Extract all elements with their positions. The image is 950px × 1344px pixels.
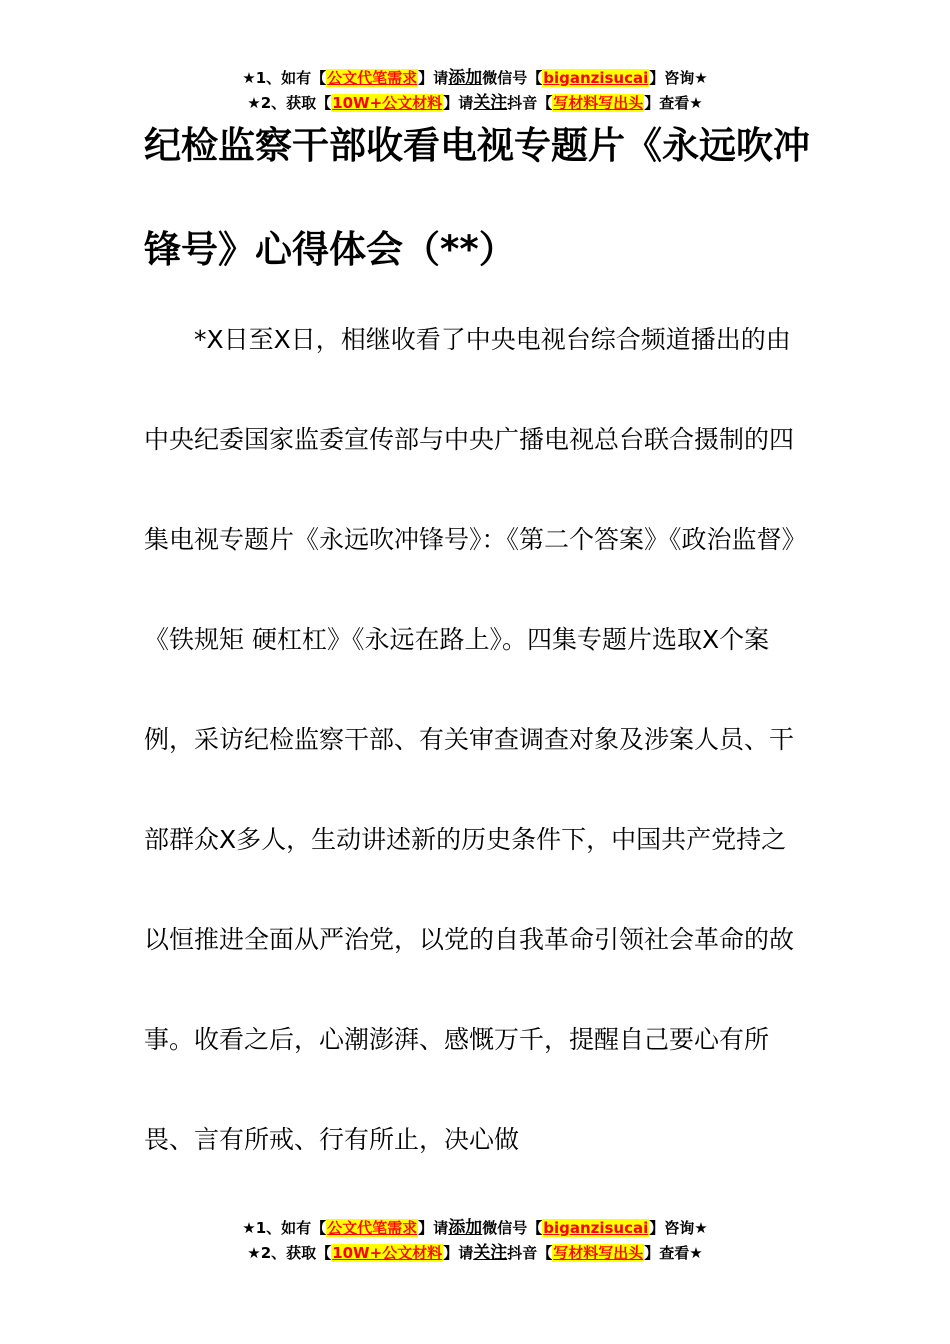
document-paragraph: *X日至X日，相继收看了中央电视台综合频道播出的由中央纪委国家监委宣传部与中央广播电视总台联合摄制的四集电视专题片《永远吹冲锋号》：《第二个答案》《政治监督》《铁规矩 硬杠杠》《永远在路上》。四集专题片选取X个案例，采访纪检监察干部、有关审查调查对象及涉案人员、干部群众X多人，生动讲述新的历史条件下，中国共产党持之以恒推进全面从严治党，以党的自我革命引领社会革命的故事。收看之后，心潮澎湃、感慨万千，提醒自己要心有所畏、言有所戒、行有所止，决心做 xyxy=(144,325,795,1154)
ad-line-2: ★2、获取【10W+公文材料】请关注抖音【写材料写出头】查看★ xyxy=(247,93,703,113)
ad-highlight-service: 公文代笔需求 xyxy=(327,69,418,87)
ad-highlight-materials: 10W+公文材料 xyxy=(332,94,443,112)
document-title: 纪检监察干部收看电视专题片《永远吹冲锋号》心得体会（**） xyxy=(144,124,810,271)
ad-highlight-douyin: 写材料写出头 xyxy=(553,1244,644,1262)
ad-line-1: ★1、如有【公文代笔需求】请添加微信号【biganzisucai】咨询★ xyxy=(242,1218,708,1238)
ad-highlight-douyin: 写材料写出头 xyxy=(553,94,644,112)
ad-highlight-wechat-id: biganzisucai xyxy=(543,69,649,87)
ad-line-2: ★2、获取【10W+公文材料】请关注抖音【写材料写出头】查看★ xyxy=(247,1243,703,1263)
ad-highlight-materials: 10W+公文材料 xyxy=(332,1244,443,1262)
footer-ad-banner xyxy=(0,1216,950,1266)
ad-highlight-service: 公文代笔需求 xyxy=(327,1219,418,1237)
ad-line-1: ★1、如有【公文代笔需求】请添加微信号【biganzisucai】咨询★ xyxy=(242,68,708,88)
ad-highlight-wechat-id: biganzisucai xyxy=(543,1219,649,1237)
